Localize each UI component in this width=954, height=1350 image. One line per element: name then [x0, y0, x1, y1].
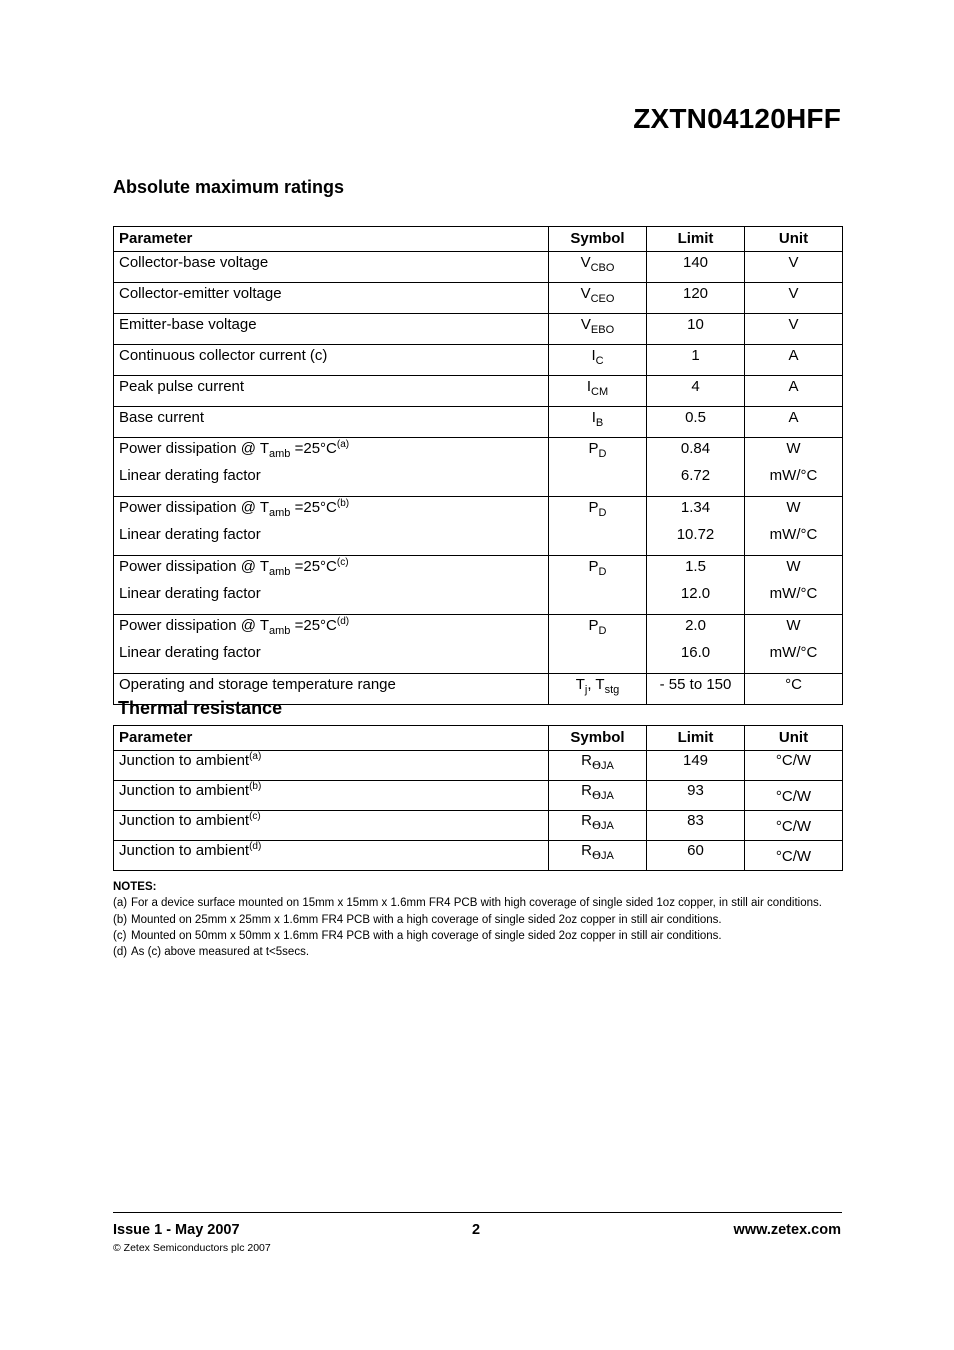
issue-date: Issue 1 - May 2007 — [113, 1222, 240, 1238]
symbol-cell: $R_{\Theta JA}$ — [549, 811, 647, 841]
unit-cell: W mW/°C — [745, 497, 843, 556]
limit-cell: 0.84 6.72 — [647, 438, 745, 497]
note-item: (b) Mounted on 25mm x 25mm x 1.6mm FR4 PCB with a high coverage of single sided 2oz copper in still air conditions. — [113, 913, 722, 926]
header-parameter: Parameter — [114, 227, 549, 252]
page-number: 2 — [472, 1222, 481, 1238]
symbol-cell: $V_{CEO}$ — [549, 283, 647, 314]
unit-cell: A — [745, 376, 843, 407]
limit-cell: 1.5 12.0 — [647, 556, 745, 615]
copyright: © Zetex Semiconductors plc 2007 — [113, 1242, 271, 1254]
unit-cell: °C/W — [745, 811, 843, 841]
symbol-cell: $V_{CBO}$ — [549, 252, 647, 283]
unit-cell: V — [745, 283, 843, 314]
limit-cell: - 55 to 150 — [647, 674, 745, 705]
thermal-table — [113, 725, 843, 871]
notes-title: NOTES: — [113, 881, 157, 893]
table-row — [114, 252, 843, 283]
notes-section — [113, 879, 842, 960]
param-cell: Base current — [114, 407, 549, 438]
table-header-row — [114, 726, 843, 751]
limit-cell: 93 — [647, 781, 745, 811]
table-row — [114, 314, 843, 345]
header-unit: Unit — [745, 726, 843, 751]
symbol-cell: $I_C$ — [549, 345, 647, 376]
limit-cell: 0.5 — [647, 407, 745, 438]
table-row — [114, 841, 843, 871]
limit-cell: 2.0 16.0 — [647, 615, 745, 674]
header-symbol: Symbol — [549, 726, 647, 751]
param-cell: Emitter-base voltage — [114, 314, 549, 345]
limit-cell: 60 — [647, 841, 745, 871]
symbol-cell: $R_{\Theta JA}$ — [549, 781, 647, 811]
limit-cell: 10 — [647, 314, 745, 345]
header-unit: Unit — [745, 227, 843, 252]
abs-max-table — [113, 226, 843, 705]
website-link[interactable]: www.zetex.com — [733, 1222, 841, 1238]
part-number-title: ZXTN04120HFF — [633, 103, 841, 134]
unit-cell: W mW/°C — [745, 615, 843, 674]
table-row — [114, 376, 843, 407]
footer-divider — [113, 1212, 842, 1213]
limit-cell: 149 — [647, 751, 745, 781]
limit-cell: 1.34 10.72 — [647, 497, 745, 556]
table-row — [114, 811, 843, 841]
unit-cell: °C — [745, 674, 843, 705]
thermal-heading: Thermal resistance — [118, 698, 283, 718]
param-cell: Peak pulse current — [114, 376, 549, 407]
abs-max-heading: Absolute maximum ratings — [113, 177, 345, 197]
table-row — [114, 751, 843, 781]
limit-cell: 140 — [647, 252, 745, 283]
symbol-cell: $V_{EBO}$ — [549, 314, 647, 345]
param-cell: Junction to ambient$^{(a)}$ — [114, 751, 549, 781]
unit-cell: A — [745, 345, 843, 376]
limit-cell: 4 — [647, 376, 745, 407]
param-cell: Power dissipation @ $T_{amb} =25^\circ C^{(a)}$ Linear derating factor — [114, 438, 549, 497]
table-row — [114, 615, 843, 674]
table-row — [114, 781, 843, 811]
table-row — [114, 283, 843, 314]
unit-cell: W mW/°C — [745, 556, 843, 615]
param-cell: Operating and storage temperature range — [114, 674, 549, 705]
unit-cell: °C/W — [745, 781, 843, 811]
note-item: (c) Mounted on 50mm x 50mm x 1.6mm FR4 PCB with a high coverage of single sided 2oz copper in still air conditions. — [113, 929, 722, 942]
param-cell: Junction to ambient$^{(c)}$ — [114, 811, 549, 841]
unit-cell: °C/W — [745, 751, 843, 781]
table-row — [114, 407, 843, 438]
header-limit: Limit — [647, 726, 745, 751]
param-cell: Junction to ambient$^{(d)}$ — [114, 841, 549, 871]
symbol-cell: $P_D$ — [549, 615, 647, 674]
symbol-cell: $P_D$ — [549, 556, 647, 615]
param-cell: Power dissipation @ $T_{amb} =25^\circ C^{(c)}$ Linear derating factor — [114, 556, 549, 615]
symbol-cell: $R_{\Theta JA}$ — [549, 841, 647, 871]
symbol-cell: $I_{CM}$ — [549, 376, 647, 407]
table-header-row — [114, 227, 843, 252]
limit-cell: 120 — [647, 283, 745, 314]
unit-cell: V — [745, 252, 843, 283]
table-row — [114, 438, 843, 497]
note-item: (a) For a device surface mounted on 15mm x 15mm x 1.6mm FR4 PCB with high coverage of single sided 1oz copper, in still air conditions. — [113, 897, 822, 910]
param-cell: Collector-emitter voltage — [114, 283, 549, 314]
table-row — [114, 556, 843, 615]
param-cell: Junction to ambient$^{(b)}$ — [114, 781, 549, 811]
symbol-cell: $R_{\Theta JA}$ — [549, 751, 647, 781]
symbol-cell: $P_D$ — [549, 497, 647, 556]
symbol-cell: $I_B$ — [549, 407, 647, 438]
header-limit: Limit — [647, 227, 745, 252]
note-item: (d) As (c) above measured at t<5secs. — [113, 946, 310, 959]
limit-cell: 83 — [647, 811, 745, 841]
header-parameter: Parameter — [114, 726, 549, 751]
param-cell: Continuous collector current (c) — [114, 345, 549, 376]
unit-cell: °C/W — [745, 841, 843, 871]
param-cell: Collector-base voltage — [114, 252, 549, 283]
table-row — [114, 497, 843, 556]
unit-cell: A — [745, 407, 843, 438]
header-symbol: Symbol — [549, 227, 647, 252]
symbol-cell: $T_j$, $T_{stg}$ — [549, 674, 647, 705]
param-cell: Power dissipation @ $T_{amb} =25^\circ C^{(d)}$ Linear derating factor — [114, 615, 549, 674]
unit-cell: W mW/°C — [745, 438, 843, 497]
unit-cell: V — [745, 314, 843, 345]
table-row — [114, 345, 843, 376]
symbol-cell: $P_D$ — [549, 438, 647, 497]
limit-cell: 1 — [647, 345, 745, 376]
param-cell: Power dissipation @ $T_{amb} =25^\circ C^{(b)}$ Linear derating factor — [114, 497, 549, 556]
